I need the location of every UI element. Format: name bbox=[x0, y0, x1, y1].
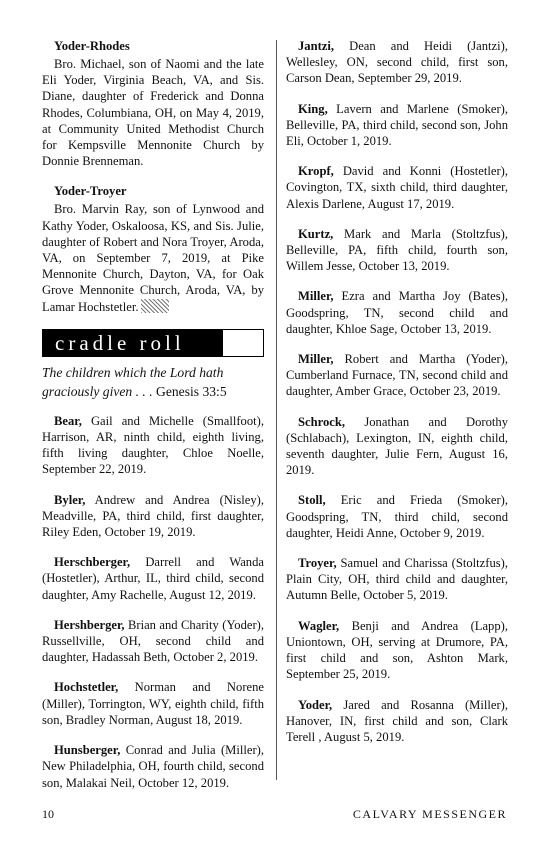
column-divider bbox=[276, 40, 277, 780]
birth-entry: Miller, Robert and Martha (Yoder), Cumberland Furnace, TN, second child and daughter, Amber Grace, October 23, 2019. bbox=[286, 352, 508, 399]
wedding-entry bbox=[42, 183, 264, 314]
birth-entry: Yoder, Jared and Rosanna (Miller), Hanover, IN, first child and son, Clark Terell , August 5, 2019. bbox=[286, 697, 508, 744]
rose-ornament-icon bbox=[141, 299, 169, 313]
birth-entry: Miller, Ezra and Martha Joy (Bates), Goodspring, TN, second child and daughter, Khloe Sage, October 13, 2019. bbox=[286, 289, 508, 336]
birth-entry: Byler, Andrew and Andrea (Nisley), Meadville, PA, third child, first daughter, Riley Eden, October 19, 2019. bbox=[42, 492, 264, 540]
scripture-verse: The children which the Lord hath graciously given . . . Genesis 33:5 bbox=[42, 364, 227, 399]
birth-entry: Kropf, David and Konni (Hostetler), Covington, TX, sixth child, third daughter, Alexis Darlene, August 17, 2019. bbox=[286, 164, 508, 211]
wedding-text: Bro. Michael, son of Naomi and the late Eli Yoder, Virginia Beach, VA, and Sis. Diane, daughter of Frederick and Donna Rhodes, Columbiana, OH, on May 4, 2019, at Community United Methodist Church for Kempsville Mennonite Church by Donnie Brenneman. bbox=[42, 57, 264, 169]
wedding-text: Bro. Marvin Ray, son of Lynwood and Kathy Yoder, Oskaloosa, KS, and Sis. Julie, daughter of Robert and Nora Troyer, Aroda, VA, on September 7, 2019, at Pike Mennonite Church, Dayton, VA, for Oak Grove Mennonite Church, Aroda, VA, by Lamar Hochstetler. bbox=[42, 202, 264, 314]
section-title: cradle roll bbox=[43, 330, 223, 356]
birth-entry: Wagler, Benji and Andrea (Lapp), Uniontown, OH, serving at Drumore, PA, first child and son, Ashton Mark, September 25, 2019. bbox=[286, 618, 508, 682]
birth-entry: Bear, Gail and Michelle (Smallfoot), Harrison, AR, ninth child, eighth living, fifth living daughter, Chloe Noelle, September 22, 2019. bbox=[42, 413, 264, 477]
birth-entry: King, Lavern and Marlene (Smoker), Belleville, PA, third child, second son, John Eli, October 1, 2019. bbox=[286, 101, 508, 149]
left-column bbox=[42, 38, 264, 805]
birth-entry: Hershberger, Brian and Charity (Yoder), Russellville, OH, second child and daughter, Hadassah Beth, October 2, 2019. bbox=[42, 617, 264, 665]
birth-entry: Kurtz, Mark and Marla (Stoltzfus), Belleville, PA, fifth child, fourth son, Willem Jesse, October 13, 2019. bbox=[286, 226, 508, 274]
wedding-entry bbox=[42, 38, 264, 169]
right-column bbox=[286, 38, 508, 759]
birth-entry: Schrock, Jonathan and Dorothy (Schlabach), Lexington, IN, eighth child, seventh daughter, Julie Fern, August 16, 2019. bbox=[286, 414, 508, 478]
wedding-heading: Yoder-Troyer bbox=[54, 184, 127, 199]
birth-entry: Troyer, Samuel and Charissa (Stoltzfus), Plain City, OH, third child and daughter, Autumn Belle, October 5, 2019. bbox=[286, 556, 508, 603]
publication-title: CALVARY MESSENGER bbox=[352, 807, 507, 821]
wedding-heading: Yoder-Rhodes bbox=[54, 39, 130, 53]
birth-entry: Jantzi, Dean and Heidi (Jantzi), Wellesley, ON, second child, first son, Carson Dean, September 29, 2019. bbox=[286, 39, 508, 86]
birth-entry: Herschberger, Darrell and Wanda (Hostetler), Arthur, IL, third child, second daughter, Amy Rachelle, August 12, 2019. bbox=[42, 555, 264, 602]
birth-entry: Hunsberger, Conrad and Julia (Miller), New Philadelphia, OH, fourth child, second son, Malakai Neil, October 12, 2019. bbox=[42, 743, 264, 790]
birth-entry: Hochstetler, Norman and Norene (Miller), Torrington, WY, eighth child, fifth son, Bradley Norman, August 18, 2019. bbox=[42, 680, 264, 727]
birth-entry: Stoll, Eric and Frieda (Smoker), Goodspring, TN, third child, second daughter, Heidi Anne, October 9, 2019. bbox=[286, 493, 508, 540]
section-heading-box bbox=[42, 329, 264, 357]
page-number: 10 bbox=[42, 807, 54, 821]
